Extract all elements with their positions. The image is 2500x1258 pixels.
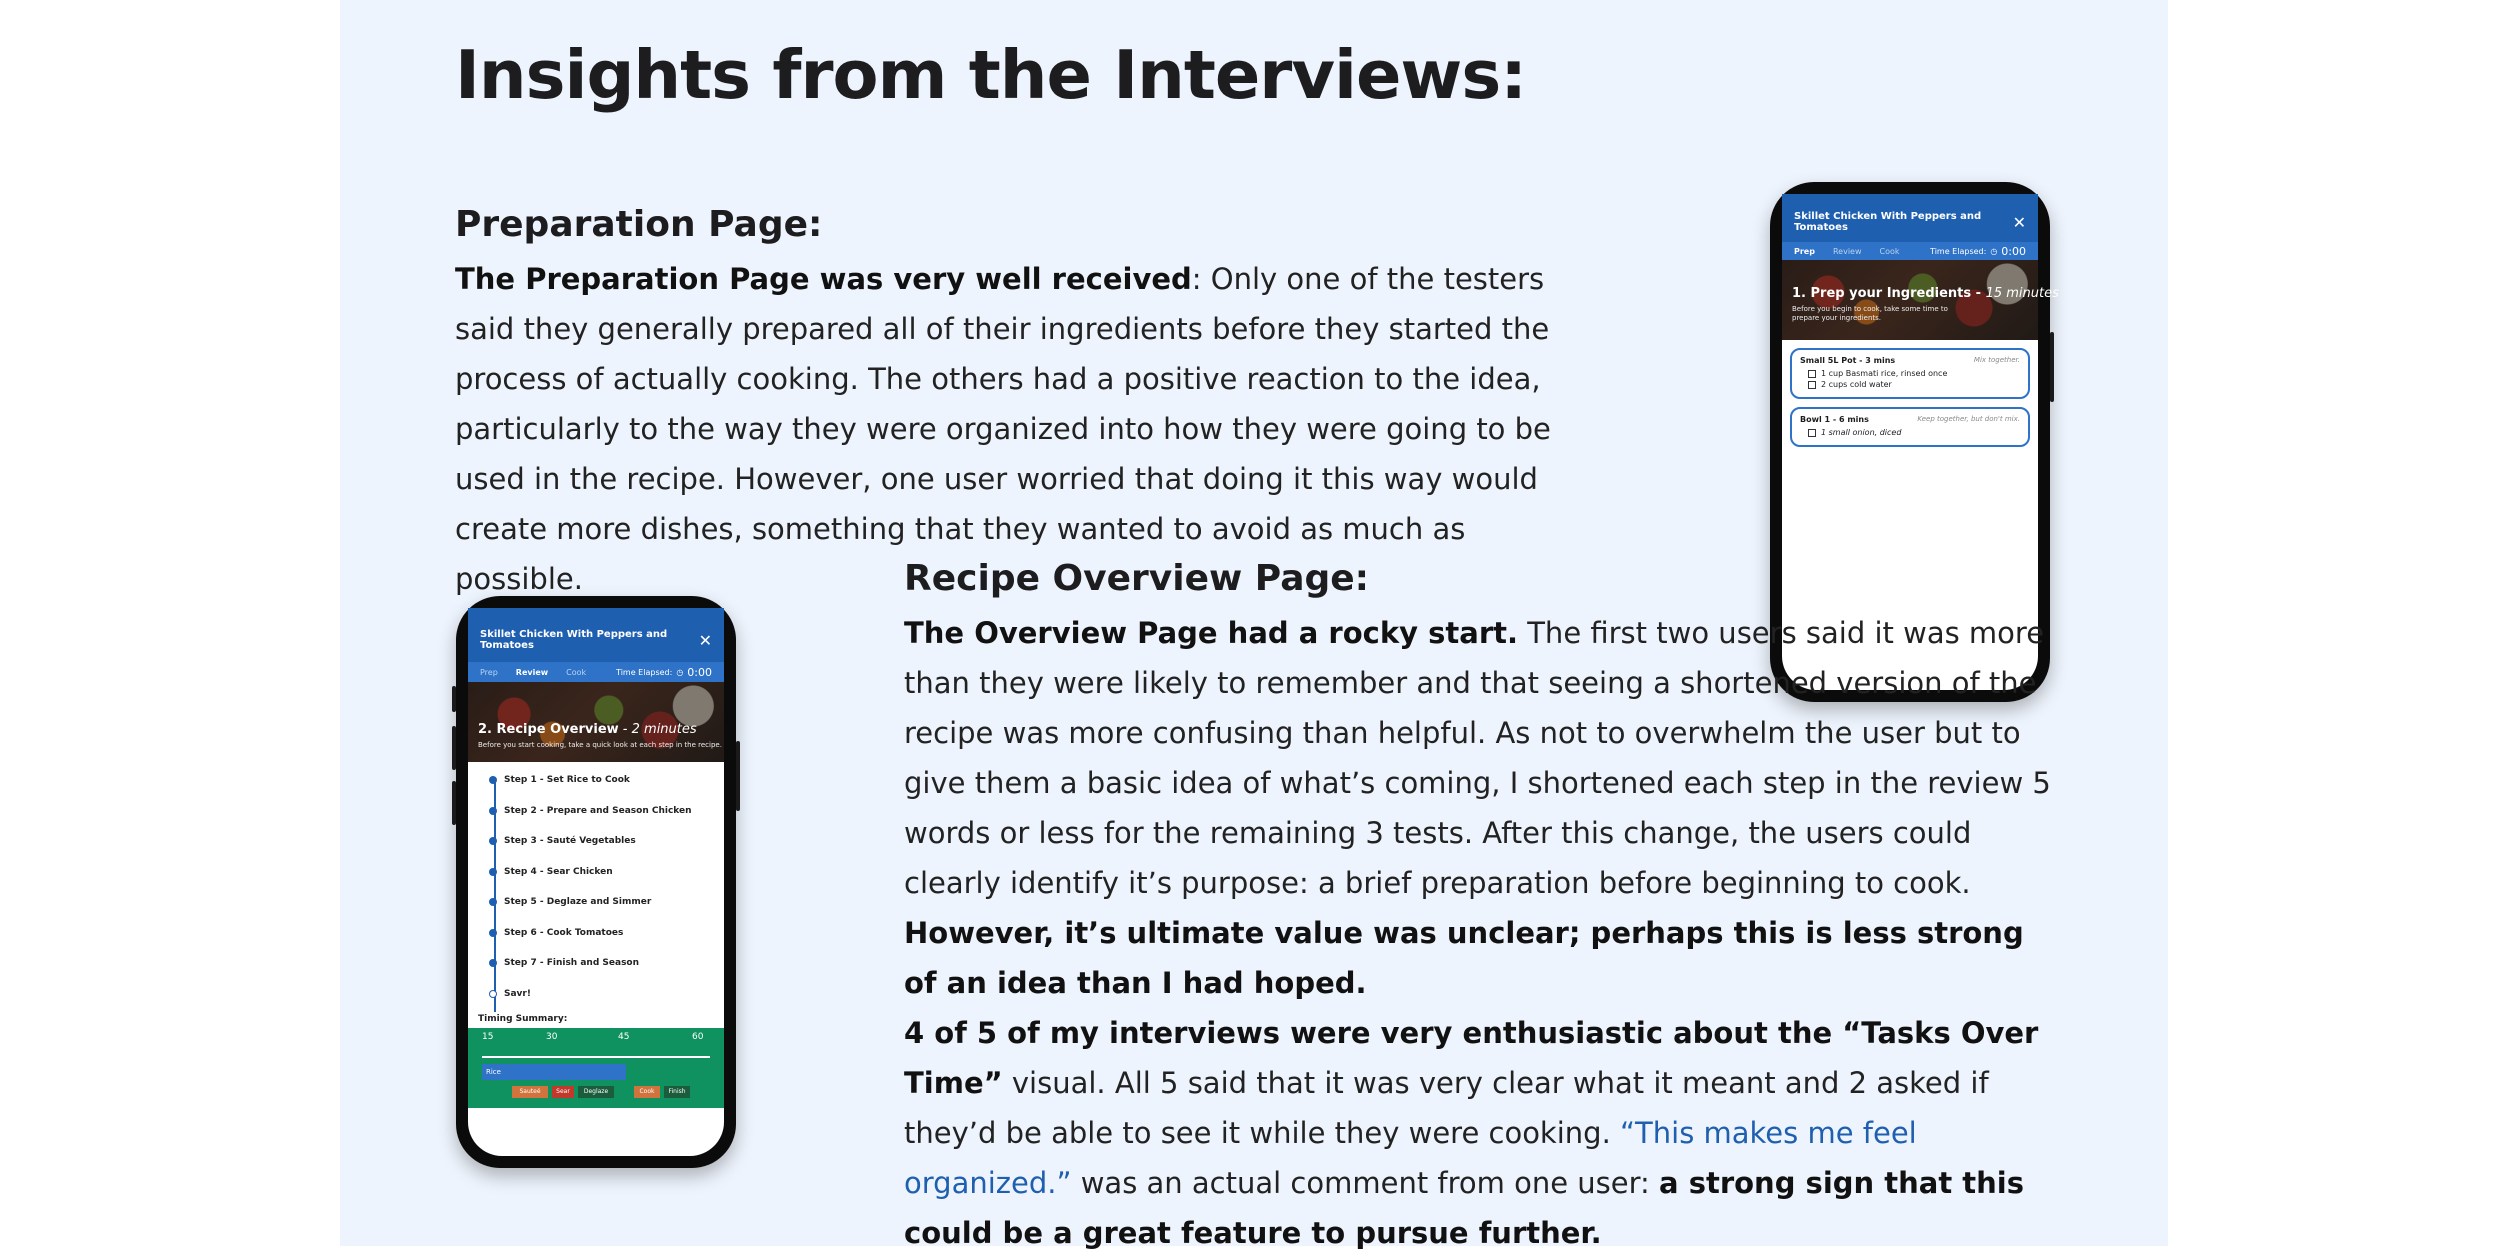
card-note: Keep together, but don't mix. xyxy=(1917,415,2020,423)
tasks-conclusion: a strong sign that this could be a great feature to pursue further. xyxy=(904,1166,2025,1250)
preparation-heading: Preparation Page: xyxy=(455,204,823,245)
timer-label: Time Elapsed: xyxy=(1930,246,1987,256)
review-tabs xyxy=(468,662,724,682)
list-item[interactable]: Step 4 - Sear Chicken xyxy=(504,864,724,895)
timer-value: 0:00 xyxy=(687,665,712,679)
clock-icon: ◷ xyxy=(1990,246,1998,256)
tasks-lead: 4 of 5 of my interviews were very enthusiastic about the “Tasks Over Time” xyxy=(904,1016,2039,1100)
overview-heading: Recipe Overview Page: xyxy=(904,558,1370,599)
elapsed-timer xyxy=(616,666,712,679)
timing-segment: Sauteé xyxy=(512,1086,548,1098)
ingredient-checkbox[interactable]: 1 small onion, diced xyxy=(1808,428,2020,437)
list-item[interactable]: Step 2 - Prepare and Season Chicken xyxy=(504,803,724,834)
ingredient-card-bowl[interactable] xyxy=(1790,407,2030,447)
tab-prep[interactable]: Prep xyxy=(480,667,498,677)
tasks-body-2: was an actual comment from one user: xyxy=(1071,1166,1660,1200)
tick-label: 15 xyxy=(482,1031,494,1042)
review-app-bar xyxy=(468,608,724,662)
prep-hero-subtitle: Before you begin to cook, take some time to prepare your ingredients. xyxy=(1792,305,1948,322)
prep-app-title: Skillet Chicken With Peppers and Tomatoes xyxy=(1794,211,1982,233)
timing-segment: Deglaze xyxy=(578,1086,614,1098)
overview-body: The first two users said it was more than they were likely to remember and that seeing a shortened version of the recipe was more confusing than helpful. As not to overwhelm the user but to give them a basic idea of what’s coming, I shortened each step in the review 5 words or less for the remaining 3 tests. After this change, the users could clearly identify it’s purpose: a brief preparation before beginning to cook. xyxy=(904,616,2051,900)
preparation-paragraph xyxy=(455,254,1595,604)
card-note: Mix together. xyxy=(1973,356,2020,364)
user-quote: “This makes me feel organized.” xyxy=(904,1116,1917,1200)
close-icon[interactable]: ✕ xyxy=(698,630,712,650)
preparation-body: : Only one of the testers said they generally prepared all of their ingredients before they started the process of actually cooking. The others had a positive reaction to the idea, particularly to the way they were organized into how they were going to be used in the recipe. However, one user worried that doing it this way would create more dishes, something that they wanted to avoid as much as possible. xyxy=(455,262,1551,596)
tick-label: 30 xyxy=(546,1031,558,1042)
checkbox-icon[interactable] xyxy=(1808,381,1816,389)
list-item[interactable]: Step 3 - Sauté Vegetables xyxy=(504,833,724,864)
review-hero-title: 2. Recipe Overview - 2 minutes xyxy=(478,722,697,737)
timing-summary-label: Timing Summary: xyxy=(478,1013,568,1024)
ingredient-card-pot[interactable] xyxy=(1790,348,2030,399)
elapsed-timer xyxy=(1930,245,2026,258)
checkbox-icon[interactable] xyxy=(1808,370,1816,378)
card-title: Small 5L Pot - 3 mins xyxy=(1800,356,1896,365)
timer-value: 0:00 xyxy=(2001,244,2026,258)
timeline-line xyxy=(494,782,496,1012)
prep-hero-title: 1. Prep your Ingredients - 15 minutes xyxy=(1792,286,2059,301)
list-item[interactable]: Step 1 - Set Rice to Cook xyxy=(504,772,724,803)
review-hero-subtitle: Before you start cooking, take a quick look at each step in the recipe. xyxy=(478,741,722,749)
timing-segment: Sear xyxy=(552,1086,574,1098)
page-title: Insights from the Interviews: xyxy=(455,36,1527,114)
preparation-lead: The Preparation Page was very well received xyxy=(455,262,1192,296)
overview-conclusion: However, it’s ultimate value was unclear; perhaps this is less strong of an idea than I had hoped. xyxy=(904,916,2024,1000)
ingredient-checkbox[interactable]: 2 cups cold water xyxy=(1808,380,2020,389)
timer-label: Time Elapsed: xyxy=(616,667,673,677)
list-item[interactable]: Step 7 - Finish and Season xyxy=(504,955,724,986)
list-item[interactable]: Step 6 - Cook Tomatoes xyxy=(504,925,724,956)
tasks-body-1: visual. All 5 said that it was very clear what it meant and 2 asked if they’d be able to see it while they were cooking. xyxy=(904,1066,1989,1150)
prep-tabs xyxy=(1782,242,2038,260)
timing-segment: Cook xyxy=(634,1086,660,1098)
prep-app-bar xyxy=(1782,194,2038,242)
overview-paragraph xyxy=(904,608,2054,1008)
tasks-paragraph xyxy=(904,1008,2044,1258)
ingredient-checkbox[interactable]: 1 cup Basmati rice, rinsed once xyxy=(1808,369,2020,378)
list-item[interactable]: Savr! xyxy=(504,986,724,1010)
review-hero-image xyxy=(468,682,724,762)
tab-prep[interactable]: Prep xyxy=(1794,246,1815,256)
timing-axis xyxy=(482,1056,710,1058)
card-title: Bowl 1 - 6 mins xyxy=(1800,415,1869,424)
clock-icon: ◷ xyxy=(676,667,684,677)
step-list xyxy=(468,762,724,1010)
checkbox-icon[interactable] xyxy=(1808,429,1816,437)
list-item[interactable]: Step 5 - Deglaze and Simmer xyxy=(504,894,724,925)
tab-cook[interactable]: Cook xyxy=(566,667,587,677)
tab-review[interactable]: Review xyxy=(1832,246,1862,256)
tab-cook[interactable]: Cook xyxy=(1879,246,1900,256)
check-icon xyxy=(489,990,497,998)
tick-label: 60 xyxy=(692,1031,704,1042)
review-app-title: Skillet Chicken With Peppers and Tomatoes xyxy=(480,629,668,651)
rice-bar: Rice xyxy=(482,1064,626,1080)
timing-summary-chart xyxy=(468,1028,724,1108)
prep-hero-image xyxy=(1782,260,2059,340)
review-phone-mockup xyxy=(456,596,736,1168)
tab-review[interactable]: Review xyxy=(515,667,549,677)
tick-label: 45 xyxy=(618,1031,630,1042)
timing-segment: Finish xyxy=(664,1086,690,1098)
prep-phone-mockup xyxy=(1770,182,2059,492)
overview-lead: The Overview Page had a rocky start. xyxy=(904,616,1518,650)
close-icon[interactable]: ✕ xyxy=(2012,212,2026,232)
